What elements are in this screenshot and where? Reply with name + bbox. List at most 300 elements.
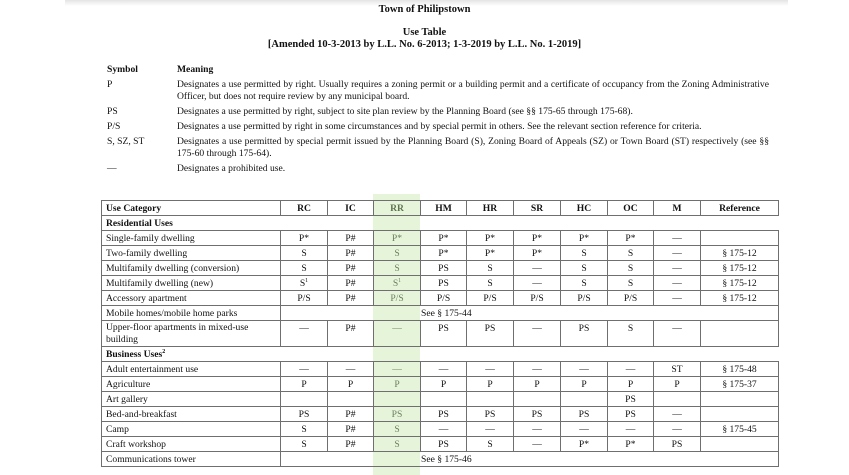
cell-reference [701,392,779,407]
cell-sr [514,321,561,347]
cell-ic [328,261,374,276]
use-category-cell: Multifamily dwelling (new) [102,276,281,291]
legend-symbol: PS [107,106,118,117]
cell-value: PS [625,408,636,420]
cell-value: S [394,262,400,274]
cell-value: P/S [530,292,544,304]
legend-symbol: P [107,79,113,90]
cell-value: — [532,323,542,334]
cell-value: — [299,323,309,334]
cell-oc [608,291,654,306]
cell-value: S [301,438,307,450]
use-table [101,200,779,467]
cell-value: PS [438,262,449,274]
cell-value: — [532,363,542,375]
column-header-m: M [654,201,701,216]
cell-rr [374,261,421,276]
cell-value: S [487,262,493,274]
cell-value: S [627,277,634,289]
legend-symbol-heading: Symbol [107,64,138,75]
cell-oc [608,377,654,392]
cell-value: P* [625,232,636,244]
use-category-cell: Multifamily dwelling (conversion) [102,261,281,276]
cell-reference [701,407,779,422]
legend-symbol: P/S [107,121,121,132]
cell-value: PS [438,408,449,420]
cell-ic [328,422,374,437]
table-header-row [102,201,779,216]
cell-value: P* [531,247,543,259]
document-amendment: [Amended 10-3-2013 by L.L. No. 6-2013; 1-3-2019 by L.L. No. 1-2019] [267,39,582,50]
cell-value: P* [625,438,636,450]
cell-value: P* [578,438,590,450]
cell-value: P* [578,232,590,244]
cell-value: PS [438,323,449,334]
use-category-cell: Camp [102,422,281,437]
cell-hm [421,377,467,392]
cell-m [654,362,701,377]
cell-value: § 175-12 [722,277,757,289]
column-header-sr: SR [514,201,561,216]
cell-m [654,246,701,261]
cell-value: P/S [483,292,497,304]
cell-reference [701,321,779,347]
cell-oc [608,437,654,452]
cell-value: — [532,262,542,274]
cell-oc [608,261,654,276]
legend-symbol: S, SZ, ST [107,136,145,147]
cell-rc [281,321,328,347]
cell-hr [467,407,514,422]
cell-hr [467,321,514,347]
legend-meaning: Designates a use permitted by special permit issued by the Planning Board (S), Zoning Board of Appeals (SZ) or Town Board (ST) respectively (see §§ 175-60 through 175-64). [177,136,769,159]
cell-ic [328,437,374,452]
use-category-cell: Communications tower [102,452,281,467]
cell-value: — [672,423,682,435]
column-header-hc: HC [561,201,608,216]
cell-ic [328,392,374,407]
cell-value: § 175-12 [722,292,757,304]
cell-m [654,407,701,422]
cell-m [654,291,701,306]
cell-value: P/S [436,292,451,304]
cell-value: P# [345,277,356,289]
column-header-rc: RC [281,201,328,216]
cell-value: — [672,408,682,420]
cell-value: S [301,247,307,259]
cell-value: — [672,247,682,259]
column-header-oc: OC [608,201,654,216]
table-row [102,422,779,437]
cell-sr [514,377,561,392]
cell-value: § 175-12 [722,262,757,274]
cell-rc [281,407,328,422]
legend-item [107,121,769,133]
cell-value: — [625,423,636,435]
cell-reference [701,362,779,377]
cell-rc [281,246,328,261]
cell-m [654,377,701,392]
table-row [102,377,779,392]
table-row [102,231,779,246]
cell-sr [514,362,561,377]
cell-value: — [345,363,356,375]
cell-value: P# [345,292,356,304]
column-header-rr: RR [374,201,421,216]
cell-hr [467,276,514,291]
cell-sr [514,407,561,422]
cross-reference-cell: See § 175-44 [281,306,779,321]
cell-oc [608,422,654,437]
cell-value: S [394,438,400,450]
cell-hc [561,392,608,407]
table-row [102,437,779,452]
cell-hc [561,362,608,377]
cell-rc [281,291,328,306]
table-row [102,321,779,347]
cell-value: P/S [390,292,404,304]
cell-value: — [532,277,542,289]
cell-value: PS [578,323,590,334]
cell-value: — [299,363,309,375]
cell-hr [467,261,514,276]
cell-value: P [581,378,587,390]
cell-rc [281,422,328,437]
legend-meaning-heading: Meaning [177,64,214,75]
cell-value: S [394,247,400,259]
cell-hr [467,422,514,437]
cell-value: — [672,277,682,289]
cell-hc [561,437,608,452]
cell-m [654,321,701,347]
cell-value: — [672,292,682,304]
use-category-cell: Bed-and-breakfast [102,407,281,422]
cell-value: § 175-48 [722,363,757,375]
cell-hm [421,407,467,422]
cell-ic [328,362,374,377]
cell-value: PS [578,408,590,420]
cell-value: PS [391,408,403,420]
cell-value: — [485,423,495,435]
cell-value: P* [484,232,496,244]
section-row-residential [102,216,779,231]
cell-value: — [672,262,682,274]
cell-value: P [487,378,493,390]
cell-hm [421,422,467,437]
cell-value: — [438,363,449,375]
cell-hr [467,362,514,377]
cell-m [654,437,701,452]
cell-hc [561,291,608,306]
cell-rr [374,407,421,422]
cell-value: P* [391,232,403,244]
cell-hm [421,231,467,246]
cell-value: PS [438,438,449,450]
cell-value: PS [671,438,683,450]
cell-value: S [487,438,493,450]
cell-value: P* [438,232,449,244]
cell-rr [374,422,421,437]
cell-rc [281,392,328,407]
cell-oc [608,231,654,246]
cell-hr [467,231,514,246]
cell-value: — [532,423,542,435]
cell-hm [421,261,467,276]
cell-value: P [440,378,447,390]
cell-hr [467,291,514,306]
cell-sr [514,291,561,306]
use-category-cell: Accessory apartment [102,291,281,306]
document-town: Town of Philipstown [378,4,471,15]
symbol-legend [107,64,769,178]
cell-ic [328,246,374,261]
cell-value: P# [345,423,356,435]
cell-value: P* [298,232,310,244]
cell-oc [608,362,654,377]
cell-value: P/S [623,292,638,304]
cell-rr [374,291,421,306]
cell-value: PS [484,323,496,334]
use-category-cell: Single-family dwelling [102,231,281,246]
cell-hc [561,261,608,276]
cell-ic [328,377,374,392]
cell-rr [374,377,421,392]
legend-meaning: Designates a use permitted by right. Usually requires a zoning permit or a building permit and a certificate of occupancy from the Zoning Administrative Officer, but does not require review by any municipal board. [177,79,769,102]
cell-value: — [579,423,589,435]
section-title-text: Business Uses [106,348,163,360]
table-row [102,291,779,306]
cell-reference [701,377,779,392]
cell-hm [421,321,467,347]
cell-value: P/S [577,292,591,304]
cell-value: P# [345,408,356,420]
table-row [102,362,779,377]
cell-value: S [487,277,493,289]
use-category-cell: Art gallery [102,392,281,407]
cell-reference [701,276,779,291]
cell-value: S [581,247,587,259]
cell-hm [421,437,467,452]
cell-hm [421,291,467,306]
cell-rr [374,437,421,452]
cell-value: ST [671,363,683,375]
cell-value: P# [345,438,356,450]
cell-value: S [301,262,307,274]
cell-hm [421,392,467,407]
cell-hr [467,246,514,261]
cell-hr [467,437,514,452]
cell-value: P [394,378,400,390]
cell-value: P# [345,247,356,259]
cell-rr [374,392,421,407]
cell-value: PS [531,408,543,420]
cell-value: P [534,378,540,390]
cell-reference [701,246,779,261]
table-row [102,276,779,291]
cell-rc [281,377,328,392]
cell-value: S [301,423,307,435]
cell-value: PS [298,408,310,420]
legend-symbol: — [107,163,117,174]
cell-value: — [532,438,542,450]
cell-sr [514,422,561,437]
legend-item [107,79,769,103]
cell-value: P [627,378,634,390]
table-row [102,452,779,467]
cell-sr [514,437,561,452]
cell-hc [561,246,608,261]
cell-ic [328,407,374,422]
cell-value: — [392,323,402,334]
cell-value: P* [531,232,543,244]
cell-hr [467,392,514,407]
cross-reference-cell: See § 175-46 [281,452,779,467]
cell-value: S [627,323,634,334]
cell-value: S [627,247,634,259]
cell-value: S [581,262,587,274]
cell-reference [701,437,779,452]
cell-value: PS [484,408,496,420]
table-row [102,306,779,321]
cell-hr [467,377,514,392]
cell-rr [374,246,421,261]
cell-m [654,231,701,246]
legend-item [107,106,769,118]
legend-meaning: Designates a use permitted by right, subject to site plan review by the Planning Board (see §§ 175-65 through 175-68). [177,106,633,117]
use-category-cell: Mobile homes/mobile home parks [102,306,281,321]
cell-sr [514,231,561,246]
table-row [102,407,779,422]
cell-oc [608,321,654,347]
cell-value: § 175-37 [722,378,757,390]
footnote-marker: 2 [162,348,166,355]
table-row [102,246,779,261]
section-title: Residential Uses [102,216,779,231]
cell-value: P [674,378,680,390]
legend-meaning: Designates a prohibited use. [177,163,286,174]
table-row [102,261,779,276]
cell-m [654,422,701,437]
table-row [102,392,779,407]
column-header-reference: Reference [701,201,779,216]
cell-oc [608,407,654,422]
cell-hm [421,362,467,377]
cell-hc [561,422,608,437]
legend-item [107,136,769,160]
cell-value: P* [484,247,496,259]
cell-value: § 175-12 [722,247,757,259]
cell-reference [701,261,779,276]
cell-rc [281,276,328,291]
document-title: Use Table [402,27,447,38]
cell-rc [281,231,328,246]
cell-rc [281,261,328,276]
cell-ic [328,291,374,306]
use-category-cell: Agriculture [102,377,281,392]
cell-value: P# [345,232,356,244]
cell-value: — [392,363,402,375]
cell-value: P/S [297,292,311,304]
cell-ic [328,276,374,291]
cell-value: S [627,262,634,274]
cell-value: S [392,277,399,289]
cell-oc [608,246,654,261]
cell-value: S [394,423,400,435]
cell-rc [281,437,328,452]
column-header-hr: HR [467,201,514,216]
cell-rr [374,231,421,246]
cell-hc [561,321,608,347]
cell-ic [328,321,374,347]
cell-value: — [625,363,636,375]
cell-value: P [347,378,354,390]
section-row-business [102,347,779,362]
cell-sr [514,276,561,291]
cell-sr [514,261,561,276]
cell-value: § 175-45 [722,423,757,435]
cell-oc [608,276,654,291]
cell-hc [561,231,608,246]
section-title [102,347,779,362]
cell-hc [561,377,608,392]
cell-value: P [301,378,307,390]
use-category-cell: Two-family dwelling [102,246,281,261]
cell-value: — [579,363,589,375]
use-category-cell: Upper-floor apartments in mixed-use building [102,321,281,347]
cell-value: S [581,277,587,289]
cell-m [654,276,701,291]
cell-value: P# [345,323,356,334]
legend-meaning: Designates a use permitted by right in some circumstances and by special permit in others. See the relevant section reference for criteria. [177,121,702,132]
cell-rr [374,276,421,291]
cell-value: — [672,323,682,334]
cell-value: PS [625,393,636,405]
cell-value: — [438,423,449,435]
cell-value: PS [438,277,449,289]
column-header-ic: IC [328,201,374,216]
cell-rr [374,362,421,377]
legend-header [107,64,769,76]
cell-value: P# [345,262,356,274]
cell-reference [701,231,779,246]
cell-value: — [672,232,682,244]
footnote-marker: 1 [398,277,402,284]
cell-sr [514,246,561,261]
cell-m [654,261,701,276]
column-header-hm: HM [421,201,467,216]
cell-value: — [485,363,495,375]
use-category-cell: Adult entertainment use [102,362,281,377]
cell-hc [561,276,608,291]
cell-reference [701,291,779,306]
cell-rr [374,321,421,347]
cell-value: P* [438,247,449,259]
use-category-cell: Craft workshop [102,437,281,452]
footnote-marker: 1 [305,277,309,284]
cell-oc [608,392,654,407]
cell-sr [514,392,561,407]
legend-item [107,163,769,175]
cell-value: S [299,277,306,289]
cell-hm [421,276,467,291]
column-header-use-category: Use Category [102,201,281,216]
cell-rc [281,362,328,377]
cell-reference [701,422,779,437]
cell-ic [328,231,374,246]
cell-hc [561,407,608,422]
cell-hm [421,246,467,261]
cell-m [654,392,701,407]
